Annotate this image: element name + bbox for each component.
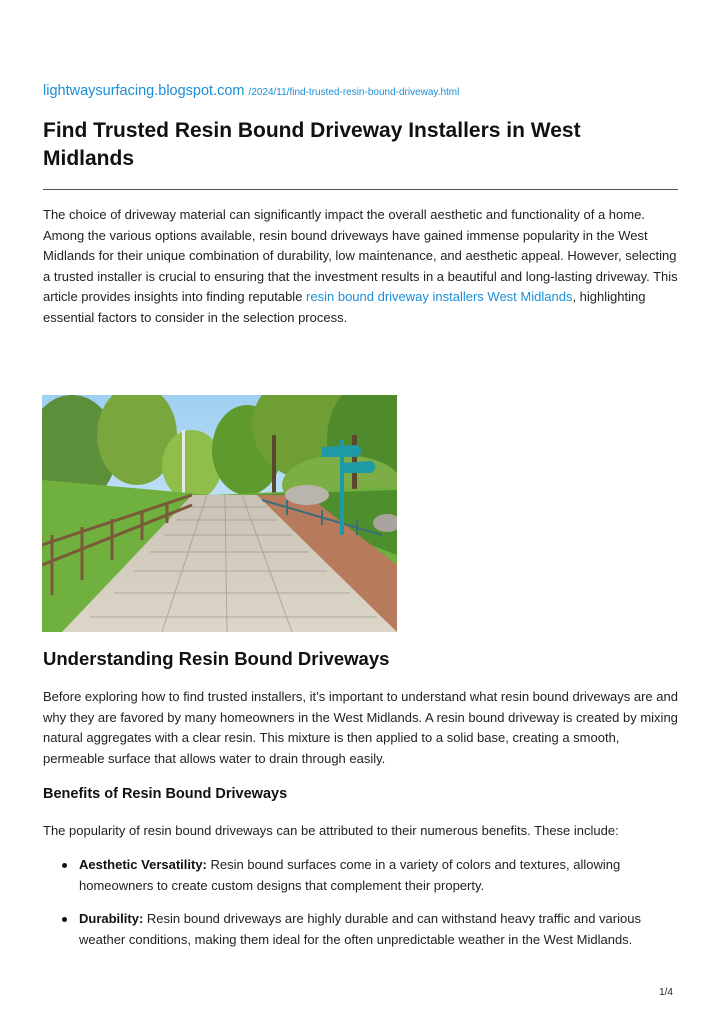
benefit-text: Resin bound driveways are highly durable and can withstand heavy traffic and various weather conditions, making them ideal for the often unpredictable weather in the West Midlands. [79,911,641,947]
benefit-label: Durability: [79,911,144,926]
source-url[interactable] [43,82,459,100]
benefit-label: Aesthetic Versatility: [79,857,207,872]
intro-paragraph [43,205,683,328]
section-heading-understanding: Understanding Resin Bound Driveways [43,648,390,669]
bullet-icon [62,863,67,868]
page-title: Find Trusted Resin Bound Driveway Installers in West Midlands [43,119,581,170]
benefits-intro-paragraph: The popularity of resin bound driveways can be attributed to their numerous benefits. These include: [43,823,619,838]
installers-link[interactable]: resin bound driveway installers West Midlands [306,289,573,304]
understanding-paragraph: Before exploring how to find trusted installers, it’s important to understand what resin bound driveways are and why they are favored by many homeowners in the West Midlands. A resin bound driveway is created by mixing natural aggregates with a clear resin. This mixture is then applied to a solid base, creating a smooth, permeable surface that allows water to drain through easily. [43,689,678,766]
source-domain-link[interactable]: lightwaysurfacing.blogspot.com [43,83,245,99]
source-path-link[interactable]: /2024/11/find-trusted-resin-bound-driveway.html [248,87,460,98]
intro-text-after: , highlighting essential factors to consider in the selection process. [43,289,646,325]
benefit-text: Resin bound surfaces come in a variety of colors and textures, allowing homeowners to create custom designs that complement their property. [79,857,621,893]
list-item [43,855,673,896]
intro-text-before: The choice of driveway material can significantly impact the overall aesthetic and functionality of a home. Among the various options available, resin bound driveways have gained immense popularity in the West Midlands for their unique combination of durability, low maintenance, and aesthetic appeal. However, selecting a trusted installer is crucial to ensuring that the investment results in a beautiful and long-lasting driveway. This article provides insights into finding reputable [43,207,678,304]
page-number: 1/4 [659,987,673,998]
benefits-list [43,855,673,963]
title-divider [43,189,678,190]
bullet-icon [62,917,67,922]
section-heading-benefits: Benefits of Resin Bound Driveways [43,786,288,802]
driveway-photo [42,395,397,632]
list-item [43,909,673,950]
